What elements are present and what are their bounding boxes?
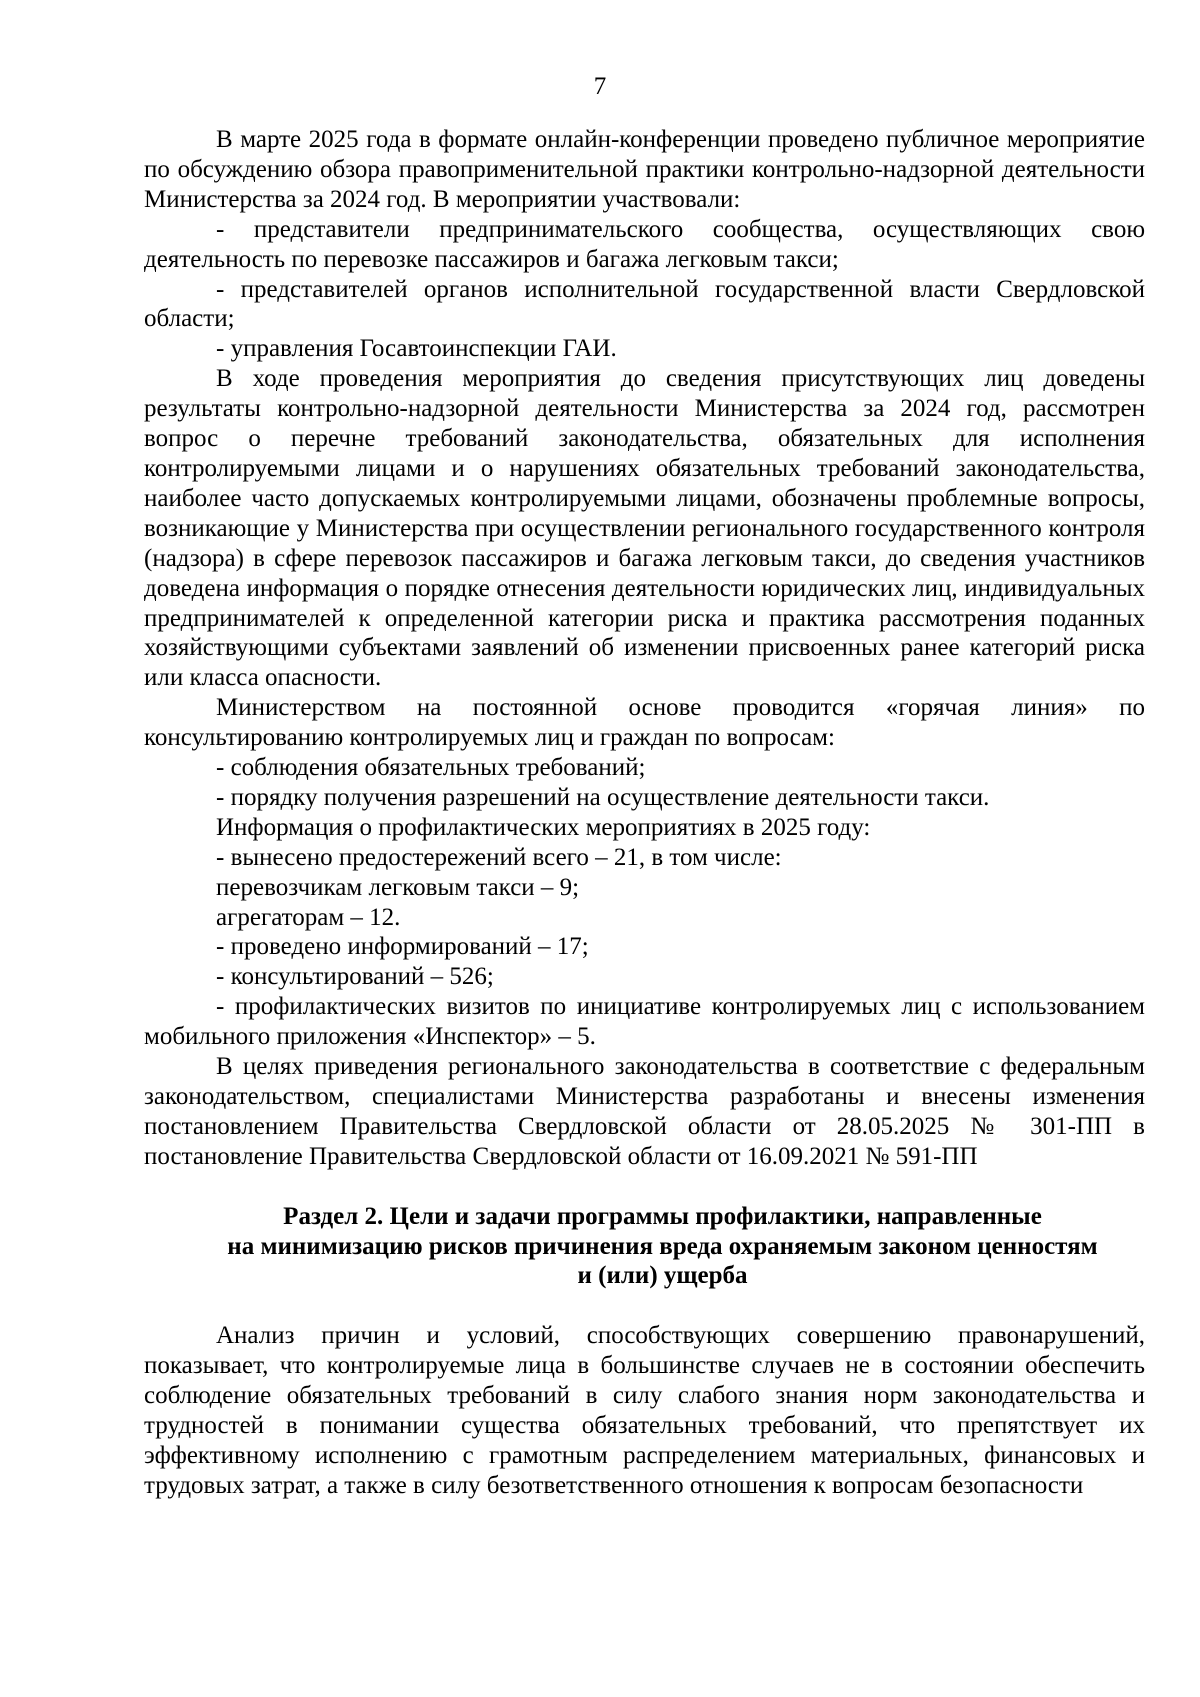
list-item-traffic-police: - управления Госавтоинспекции ГАИ.	[216, 335, 617, 363]
list-item-warnings-aggregators: агрегаторам – 12.	[216, 903, 401, 931]
paragraph-prevention-info: Информация о профилактических мероприятиях в 2025 году:	[216, 813, 871, 841]
list-item-compliance: - соблюдения обязательных требований;	[216, 754, 646, 782]
section-heading-line-1: Раздел 2. Цели и задачи программы профилактики, направленные	[283, 1202, 1042, 1230]
section-heading-line-2: на минимизацию рисков причинения вреда охраняемым законом ценностям	[227, 1232, 1098, 1260]
paragraph-conference: В марте 2025 года в формате онлайн-конференции проведено публичное мероприятие по обсуждению обзора правоприменительной практики контрольно-надзорной деятельности Министерства за 2024 год. В мероприятии участвовали:	[144, 126, 1145, 213]
spacer	[144, 1291, 1145, 1321]
paragraph-analysis: Анализ причин и условий, способствующих совершению правонарушений, показывает, что контролируемые лица в большинстве случаев не в состоянии обеспечить соблюдение обязательных требований в силу слабого знания норм законодательства и трудностей в понимании существа обязательных требований, что препятствует их эффективному исполнению с грамотным распределением материальных, финансовых и трудовых затрат, а также в силу безответственного отношения к вопросам безопасности	[144, 1322, 1145, 1499]
document-body	[144, 125, 1145, 1501]
list-item-warnings-taxi: перевозчикам легковым такси – 9;	[216, 873, 580, 901]
list-item-warnings-total: - вынесено предостережений всего – 21, в том числе:	[216, 843, 782, 871]
section-heading-line-3: и (или) ущерба	[577, 1262, 748, 1290]
list-item-permits: - порядку получения разрешений на осуществление деятельности такси.	[216, 783, 990, 811]
list-item-consultations: - консультирований – 526;	[216, 963, 494, 991]
paragraph-legislation: В целях приведения регионального законодательства в соответствие с федеральным законодательством, специалистами Министерства разработаны и внесены изменения постановлением Правительства Свердловской области от 28.05.2025 № 301-ПП в постановление Правительства Свердловской области от 16.09.2021 № 591-ПП	[144, 1053, 1145, 1170]
list-item-visits: - профилактических визитов по инициативе контролируемых лиц с использованием мобильного приложения «Инспектор» – 5.	[144, 993, 1145, 1051]
spacer	[144, 1172, 1145, 1202]
list-item-authorities: - представителей органов исполнительной государственной власти Свердловской области;	[144, 275, 1145, 333]
paragraph-hotline: Министерством на постоянной основе проводится «горячая линия» по консультированию контролируемых лиц и граждан по вопросам:	[144, 694, 1145, 752]
paragraph-event-results: В ходе проведения мероприятия до сведения присутствующих лиц доведены результаты контрольно-надзорной деятельности Министерства за 2024 год, рассмотрен вопрос о перечне требований законодательства, обязательных для исполнения контролируемыми лицами и о нарушениях обязательных требований законодательства, наиболее часто допускаемых контролируемыми лицами, обозначены проблемные вопросы, возникающие у Министерства при осуществлении регионального государственного контроля (надзора) в сфере перевозок пассажиров и багажа легковым такси, до сведения участников доведена информация о порядке отнесения деятельности юридических лиц, индивидуальных предпринимателей к определенной категории риска и практика рассмотрения поданных хозяйствующими субъектами заявлений об изменении присвоенных ранее категорий риска или класса опасности.	[144, 365, 1145, 692]
page-number: 7	[593, 73, 607, 100]
list-item-entrepreneurs: - представители предпринимательского сообщества, осуществляющих свою деятельность по перевозке пассажиров и багажа легковым такси;	[144, 215, 1145, 273]
list-item-informing: - проведено информирований – 17;	[216, 933, 589, 961]
